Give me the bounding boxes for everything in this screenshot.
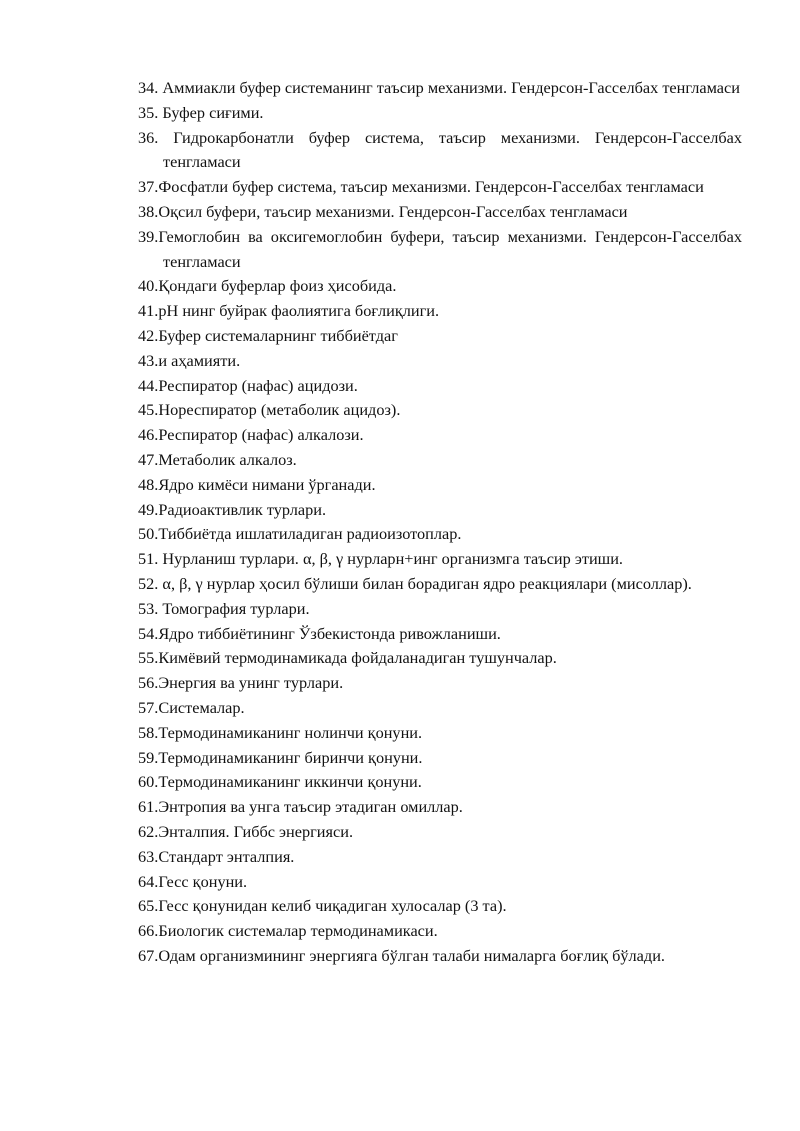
list-item <box>138 721 742 746</box>
item-text: Ядро тиббиётининг Ўзбекистонда ривожланиши. <box>158 623 501 643</box>
list-item <box>138 671 742 696</box>
item-text: Буфер сиғими. <box>162 102 264 122</box>
list-item <box>138 646 742 671</box>
item-text: Одам организмининг энергияга бўлган талаби нималарга боғлиқ бўлади. <box>158 945 665 965</box>
list-item <box>138 324 742 349</box>
item-number: 46. <box>138 425 159 445</box>
list-item <box>138 919 742 944</box>
item-number: 47. <box>138 449 159 469</box>
item-number: 42. <box>138 325 159 345</box>
item-number: 55. <box>138 648 159 668</box>
item-text: Метаболик алкалоз. <box>158 449 297 469</box>
item-number: 53. <box>138 598 163 618</box>
item-text: Гемоглобин ва оксигемоглобин буфери, таъсир механизми. Гендерсон-Гасселбах тенгламаси <box>158 226 742 271</box>
question-list <box>138 76 742 969</box>
item-number: 57. <box>138 697 159 717</box>
list-item <box>138 349 742 374</box>
item-text: α, β, γ нурлар ҳосил бўлиши билан борадиган ядро реакциялари (мисоллар). <box>162 573 692 593</box>
item-text: Радиоактивлик турлари. <box>158 499 327 519</box>
list-item <box>138 622 742 647</box>
item-number: 41. <box>138 301 159 321</box>
item-text: Фосфатли буфер система, таъсир механизми. Гендерсон-Гасселбах тенгламаси <box>158 177 704 197</box>
item-number: 64. <box>138 871 159 891</box>
list-item <box>138 820 742 845</box>
item-number: 60. <box>138 772 159 792</box>
item-text: Қондаги буферлар фоиз ҳисобида. <box>158 276 397 296</box>
item-number: 44. <box>138 375 159 395</box>
item-text: и аҳамияти. <box>158 350 241 370</box>
item-number: 65. <box>138 896 159 916</box>
item-number: 66. <box>138 921 159 941</box>
item-text: Оқсил буфери, таъсир механизми. Гендерсон-Гасселбах тенгламаси <box>158 201 628 221</box>
list-item <box>138 398 742 423</box>
item-text: Нореспиратор (метаболик ацидоз). <box>158 400 401 420</box>
list-item <box>138 870 742 895</box>
list-item <box>138 547 742 572</box>
item-number: 45. <box>138 400 159 420</box>
item-text: Гесс қонунидан келиб чиқадиган хулосалар (3 та). <box>158 896 507 916</box>
item-number: 56. <box>138 673 159 693</box>
list-item <box>138 522 742 547</box>
item-text: Энталпия. Гиббс энергияси. <box>158 821 354 841</box>
list-item <box>138 175 742 200</box>
item-text: Энергия ва унинг турлари. <box>158 673 344 693</box>
item-number: 61. <box>138 797 159 817</box>
item-number: 48. <box>138 474 159 494</box>
item-text: Биологик системалар термодинамикаси. <box>158 921 438 941</box>
item-text: Гесс қонуни. <box>158 871 248 891</box>
item-text: Буфер системаларнинг тиббиётдаг <box>158 325 398 345</box>
list-item <box>138 423 742 448</box>
item-number: 54. <box>138 623 159 643</box>
list-item <box>138 845 742 870</box>
item-text: Системалар. <box>158 697 245 717</box>
item-number: 67. <box>138 945 159 965</box>
list-item <box>138 572 742 597</box>
item-number: 51. <box>138 549 163 569</box>
item-text: Томография турлари. <box>162 598 310 618</box>
list-item <box>138 944 775 969</box>
item-number: 38. <box>138 201 159 221</box>
item-text: Термодинамиканинг биринчи қонуни. <box>158 747 423 767</box>
item-number: 52. <box>138 573 163 593</box>
list-item <box>138 299 742 324</box>
item-text: Кимёвий термодинамикада фойдаланадиган тушунчалар. <box>158 648 557 668</box>
item-number: 37. <box>138 177 159 197</box>
list-item <box>138 448 742 473</box>
item-number: 36. <box>138 127 174 147</box>
item-number: 59. <box>138 747 159 767</box>
item-text: Гидрокарбонатли буфер система, таъсир механизми. Гендерсон-Гасселбах тенгламаси <box>163 127 742 172</box>
item-text: Стандарт энталпия. <box>158 846 295 866</box>
item-text: Ядро кимёси нимани ўрганади. <box>158 474 376 494</box>
list-item <box>138 597 742 622</box>
list-item <box>138 274 742 299</box>
item-number: 58. <box>138 722 159 742</box>
list-item <box>138 101 742 126</box>
list-item <box>138 770 742 795</box>
list-item <box>138 76 742 101</box>
item-text: Респиратор (нафас) алкалози. <box>158 425 364 445</box>
list-item <box>138 746 742 771</box>
item-text: Термодинамиканинг иккинчи қонуни. <box>158 772 422 792</box>
item-number: 39. <box>138 226 159 246</box>
list-item <box>138 225 742 275</box>
item-number: 34. <box>138 78 163 97</box>
list-item <box>138 126 742 176</box>
list-item <box>138 795 742 820</box>
item-number: 50. <box>138 524 159 544</box>
item-text: Энтропия ва унга таъсир этадиган омиллар. <box>158 797 463 817</box>
item-number: 62. <box>138 821 159 841</box>
list-item <box>138 374 742 399</box>
list-item <box>138 200 742 225</box>
item-text: pH нинг буйрак фаолиятига боғлиқлиги. <box>158 301 440 321</box>
item-number: 43. <box>138 350 159 370</box>
list-item <box>138 894 742 919</box>
item-text: Респиратор (нафас) ацидози. <box>158 375 358 395</box>
list-item <box>138 696 742 721</box>
item-number: 40. <box>138 276 159 296</box>
item-number: 49. <box>138 499 159 519</box>
item-text: Тиббиётда ишлатиладиган радиоизотоплар. <box>158 524 462 544</box>
list-item <box>138 473 742 498</box>
item-text: Термодинамиканинг нолинчи қонуни. <box>158 722 423 742</box>
list-item <box>138 498 742 523</box>
item-number: 35. <box>138 102 163 122</box>
item-text: Аммиакли буфер системанинг таъсир механизми. Гендерсон-Гасселбах тенгламаси <box>162 78 740 97</box>
item-number: 63. <box>138 846 159 866</box>
item-text: Нурланиш турлари. α, β, γ нурларн+инг организмга таъсир этиши. <box>162 549 623 569</box>
